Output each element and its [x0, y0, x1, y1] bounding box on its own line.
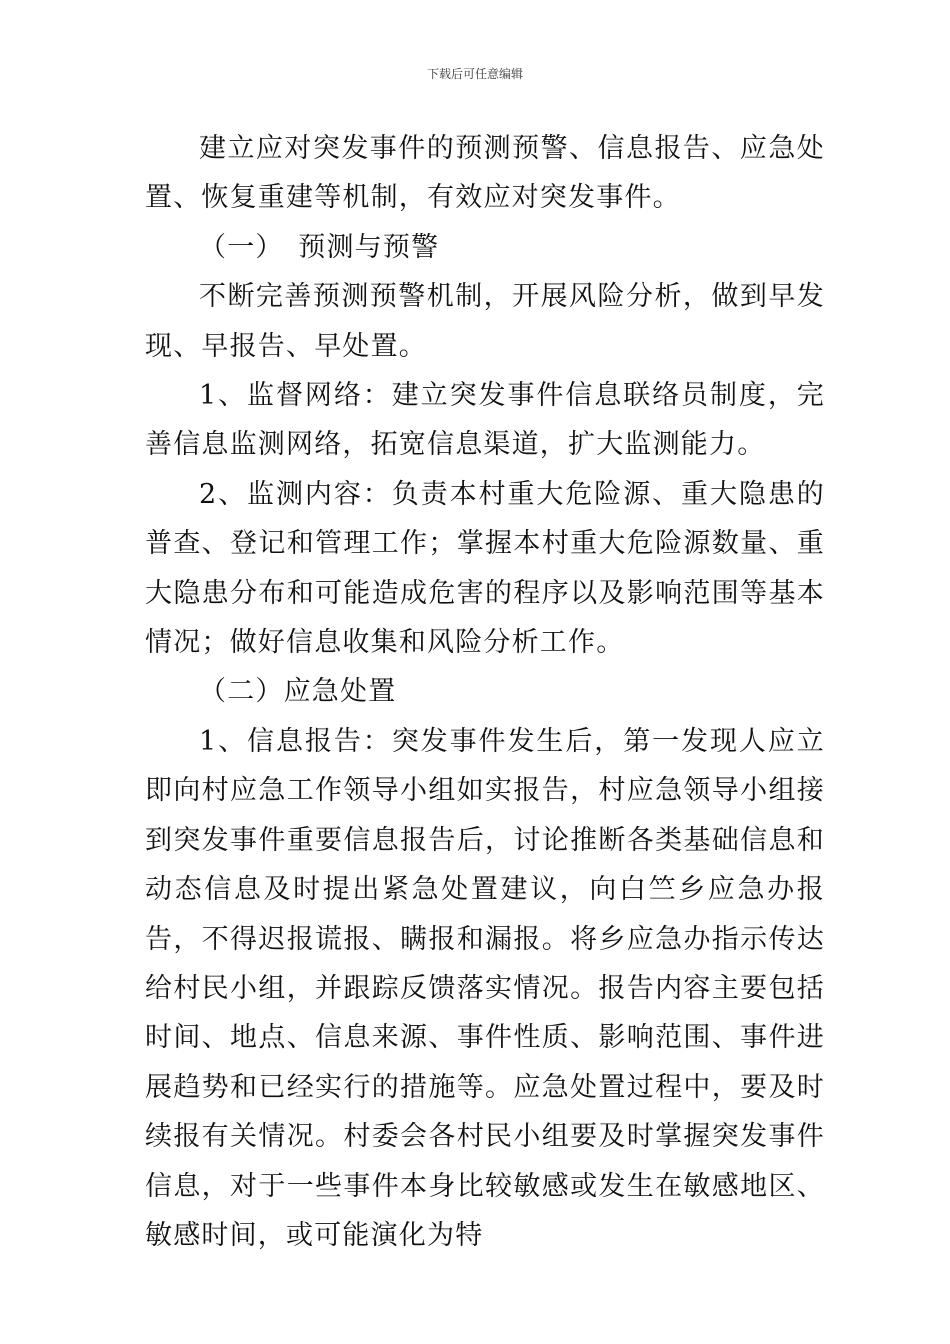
document-body — [145, 124, 825, 1260]
page-header: 下载后可任意编辑 — [426, 67, 523, 81]
monitoring-content-paragraph: 2、监测内容：负责本村重大危险源、重大隐患的普查、登记和管理工作；掌握本村重大危险源数量、重大隐患分布和可能造成危害的程序以及影响范围等基本情况；做好信息收集和风险分析工作。 — [145, 478, 825, 659]
intro-paragraph: 建立应对突发事件的预测预警、信息报告、应急处置、恢复重建等机制，有效应对突发事件。 — [145, 133, 825, 214]
forecast-paragraph: 不断完善预测预警机制，开展风险分析，做到早发现、早报告、早处置。 — [145, 281, 825, 362]
info-report-paragraph: 1、信息报告：突发事件发生后，第一发现人应立即向村应急工作领导小组如实报告，村应急领导小组接到突发事件重要信息报告后，讨论推断各类基础信息和动态信息及时提出紧急处置建议，向白竺乡应急办报告，不得迟报谎报、瞒报和漏报。将乡应急办指示传达给村民小组，并跟踪反馈落实情况。报告内容主要包括时间、地点、信息来源、事件性质、影响范围、事件进展趋势和已经实行的措施等。应急处置过程中，要及时续报有关情况。村委会各村民小组要及时掌握突发事件信息，对于一些事件本身比较敏感或发生在敏感地区、敏感时间，或可能演化为特 — [145, 725, 825, 1251]
section-heading-forecast: （一） 预测与预警 — [199, 231, 440, 263]
monitoring-network-paragraph: 1、监督网络：建立突发事件信息联络员制度，完善信息监测网络，拓宽信息渠道，扩大监测能力。 — [145, 380, 825, 461]
section-heading-emergency: （二）应急处置 — [199, 676, 397, 708]
